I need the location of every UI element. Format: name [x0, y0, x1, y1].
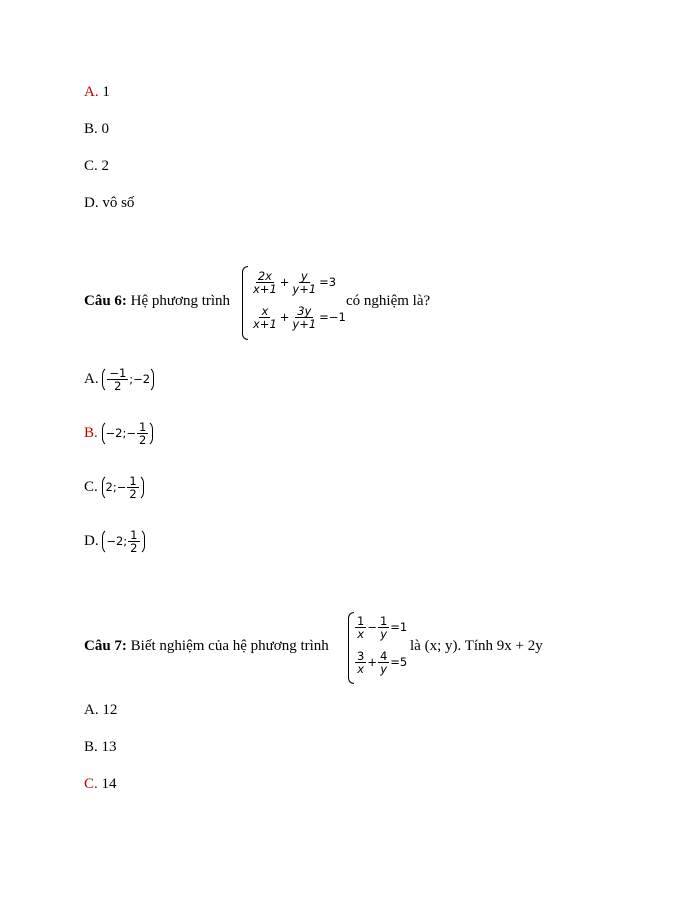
q7-option-c [84, 774, 117, 794]
option-text: 1 [102, 84, 110, 100]
q5-option-c [84, 156, 109, 176]
q7-suffix: là (x; y). Tính 9x + 2y [410, 638, 543, 654]
question-prefix: Biết nghiệm của hệ phương trình [130, 638, 329, 654]
option-text: 0 [101, 121, 110, 137]
option-text: vô số [102, 195, 135, 211]
option-letter: C. [84, 158, 98, 174]
option-math: −2; $\frac{1}{2}$ [102, 528, 144, 555]
option-text: 12 [102, 702, 118, 718]
q6-equation-2: $\frac{x}{x+1}$ + $\frac{3y}{y+1}$ =−1 [253, 304, 346, 331]
option-text: 14 [101, 776, 117, 792]
system-brace [242, 266, 248, 340]
q5-option-b [84, 119, 109, 139]
q6-option-c [84, 474, 144, 501]
q7-option-b [84, 737, 117, 757]
q5-option-a [84, 82, 110, 102]
q5-option-d [84, 193, 134, 213]
q6-option-b [84, 420, 153, 447]
question-label: Câu 6: [84, 293, 127, 309]
q6-stem [84, 293, 230, 310]
option-math: −2;− $\frac{1}{2}$ [102, 420, 154, 447]
q6-suffix: có nghiệm là? [346, 293, 431, 309]
option-text: 2 [101, 158, 110, 174]
option-letter: B. [84, 739, 98, 755]
option-letter: D. [84, 195, 99, 211]
option-letter: B. [84, 424, 98, 441]
question-label: Câu 7: [84, 638, 127, 654]
option-math: 2;− $\frac{1}{2}$ [102, 474, 144, 501]
q7-option-a [84, 700, 117, 720]
option-letter: C. [84, 478, 98, 495]
option-letter: D. [84, 532, 99, 549]
option-letter: A. [84, 702, 99, 718]
q6-option-d [84, 528, 145, 555]
q6-equation-1: $\frac{2x}{x+1}$ + $\frac{y}{y+1}$ =3 [253, 269, 337, 296]
question-prefix: Hệ phương trình [130, 293, 231, 309]
q7-equation-2: $\frac{3}{x}$ + $\frac{4}{y}$ =5 [357, 649, 408, 676]
option-letter: C. [84, 776, 98, 792]
option-text: 13 [101, 739, 117, 755]
q7-equation-1: $\frac{1}{x}$ − $\frac{1}{y}$ =1 [357, 614, 408, 641]
option-letter: B. [84, 121, 98, 137]
q7-stem [84, 638, 329, 655]
option-math: $\frac{-1}{2}$ ;−2 [102, 366, 154, 393]
option-letter: A. [84, 84, 99, 100]
q6-option-a [84, 366, 154, 393]
option-letter: A. [84, 370, 99, 387]
